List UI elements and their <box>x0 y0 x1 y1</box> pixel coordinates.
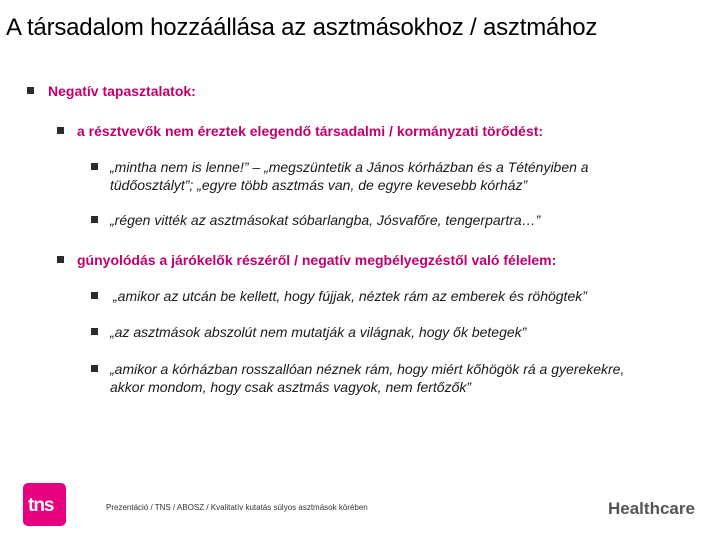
bullet-square-icon <box>91 328 98 335</box>
slide-title: A társadalom hozzáállása az asztmásokhoz / asztmához <box>6 14 598 41</box>
group2-heading: gúnyolódás a járókelők részéről / negatív megbélyegzéstől való félelem: <box>77 252 557 268</box>
level1-heading: Negatív tapasztalatok: <box>48 83 196 99</box>
tns-logo <box>23 483 66 526</box>
bullet-square-icon <box>91 216 98 223</box>
group1-heading: a résztvevők nem éreztek elegendő társadalmi / kormányzati törődést: <box>77 123 544 139</box>
group2-quote-3-line2: akkor mondom, hogy csak asztmás vagyok, nem fertőzők” <box>110 379 472 395</box>
logo-text: tns <box>28 495 54 516</box>
group2-quote-3-line1: „amikor a kórházban rosszallóan néznek rám, hogy miért kőhögök rá a gyerekekre, <box>110 361 625 377</box>
healthcare-brand: Healthcare <box>608 499 695 518</box>
group2-quote-1: „amikor az utcán be kellett, hogy fújjak, néztek rám az emberek és röhögtek” <box>113 288 587 304</box>
footer-caption: Prezentáció / TNS / ABOSZ / Kvalitatív kutatás súlyos asztmások körében <box>106 503 368 512</box>
bullet-square-icon <box>91 292 98 299</box>
group2-quote-2: „az asztmások abszolút nem mutatják a világnak, hogy ők betegek” <box>110 324 527 340</box>
group1-quote-1-line1: „mintha nem is lenne!” – „megszüntetik a János kórházban és a Tétényiben a <box>110 159 589 175</box>
group1-quote-2: „régen vitték az asztmásokat sóbarlangba, Jósvafőre, tengerpartra…” <box>110 212 541 228</box>
bullet-square-icon <box>91 163 98 170</box>
group1-quote-1-line2: tüdőosztályt”; „egyre több asztmás van, de egyre kevesebb kórház” <box>110 177 528 193</box>
bullet-square-icon <box>91 365 98 372</box>
bullet-square-icon <box>27 87 34 94</box>
bullet-square-icon <box>57 127 64 134</box>
bullet-square-icon <box>57 256 64 263</box>
